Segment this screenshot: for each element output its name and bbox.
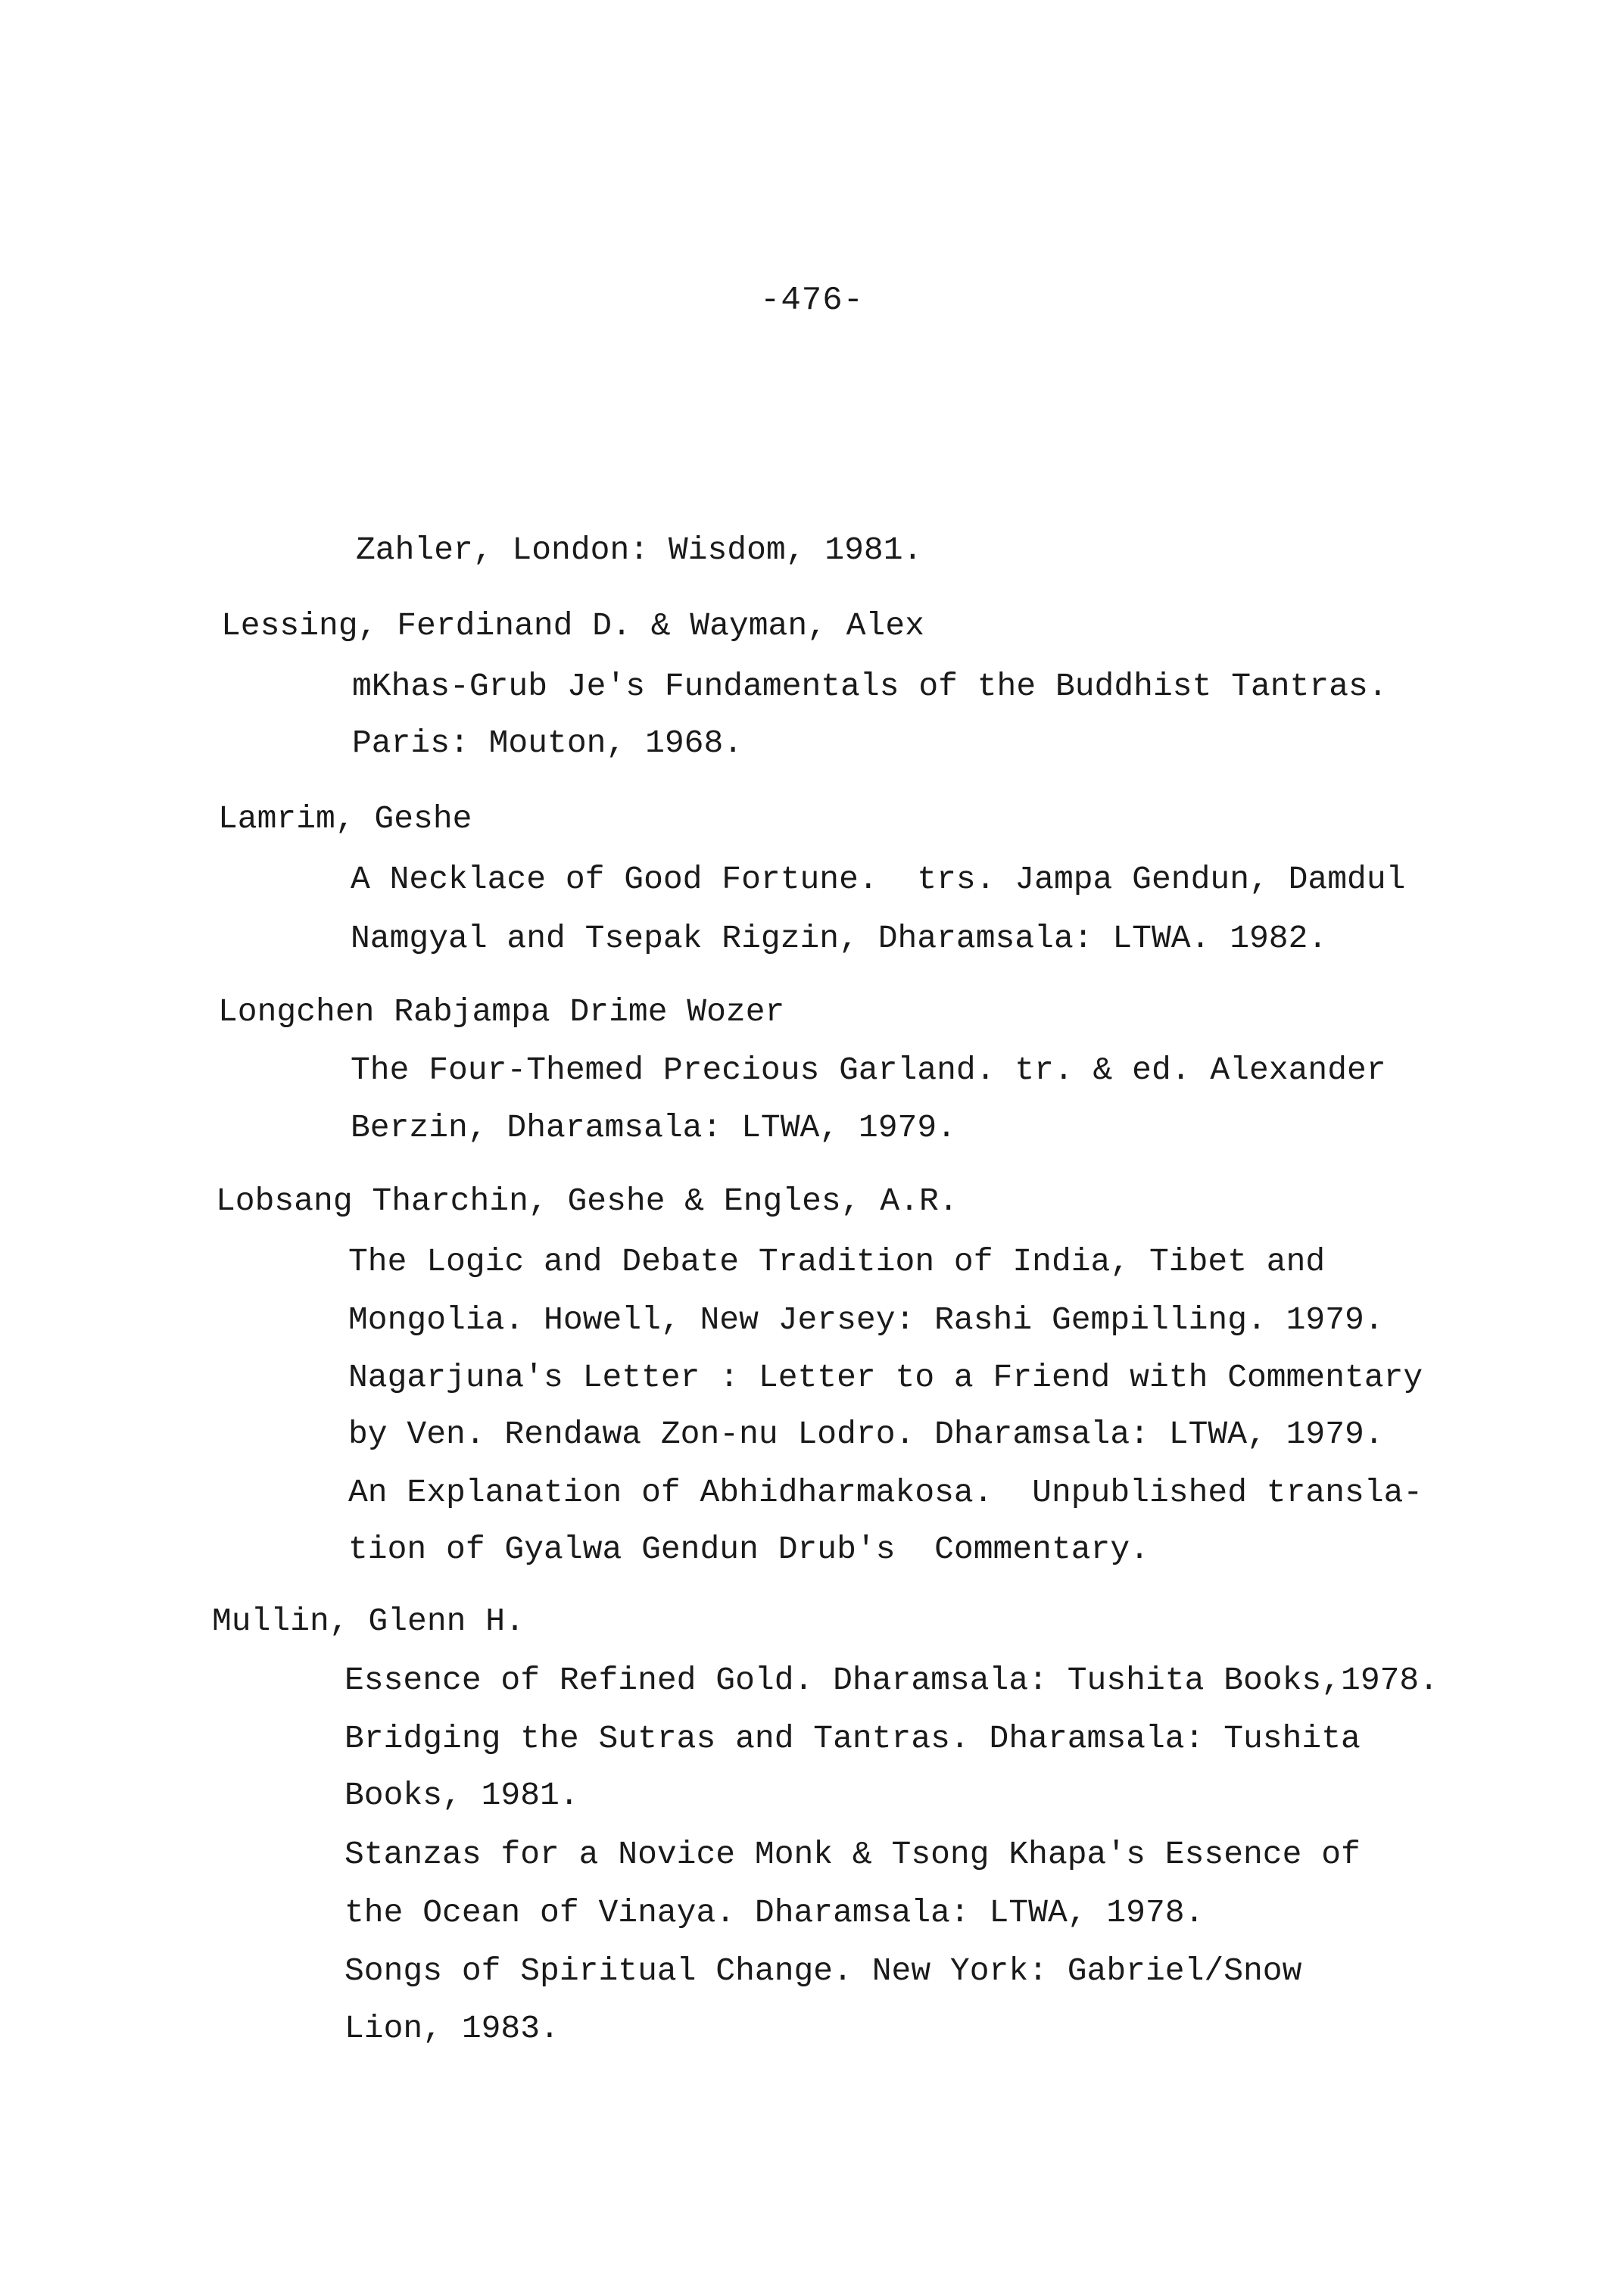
entry-line: Bridging the Sutras and Tantras. Dharamsala: Tushita (344, 1720, 1361, 1757)
entry-line: tion of Gyalwa Gendun Drub's Commentary. (348, 1531, 1149, 1568)
entry-author: Lessing, Ferdinand D. & Wayman, Alex (221, 607, 924, 644)
entry-line: the Ocean of Vinaya. Dharamsala: LTWA, 1978. (344, 1894, 1205, 1931)
entry-line: Nagarjuna's Letter : Letter to a Friend with Commentary (348, 1359, 1423, 1396)
entry-author: Mullin, Glenn H. (212, 1603, 525, 1640)
entry-line: by Ven. Rendawa Zon-nu Lodro. Dharamsala: LTWA, 1979. (348, 1416, 1384, 1453)
entry-line: The Logic and Debate Tradition of India, Tibet and (348, 1243, 1326, 1280)
entry-line: Namgyal and Tsepak Rigzin, Dharamsala: LTWA. 1982. (351, 920, 1328, 957)
entry-author: Longchen Rabjampa Drime Wozer (218, 993, 785, 1030)
entry-line: Books, 1981. (344, 1777, 579, 1814)
entry-line: A Necklace of Good Fortune. trs. Jampa Gendun, Damdul (351, 861, 1406, 898)
entry-line: The Four-Themed Precious Garland. tr. & ed. Alexander (351, 1051, 1386, 1089)
entry-line: mKhas-Grub Je's Fundamentals of the Buddhist Tantras. (352, 668, 1388, 705)
entry-author: Lobsang Tharchin, Geshe & Engles, A.R. (216, 1182, 959, 1220)
entry-line: Berzin, Dharamsala: LTWA, 1979. (351, 1109, 956, 1146)
entry-line: Songs of Spiritual Change. New York: Gabriel/Snow (344, 1952, 1302, 1989)
entry-line: Essence of Refined Gold. Dharamsala: Tushita Books,1978. (344, 1662, 1439, 1699)
entry-line: Zahler, London: Wisdom, 1981. (356, 531, 923, 569)
entry-line: Stanzas for a Novice Monk & Tsong Khapa's Essence of (344, 1836, 1361, 1873)
entry-line: Paris: Mouton, 1968. (352, 724, 743, 762)
entry-author: Lamrim, Geshe (218, 800, 472, 837)
page-number: -476- (759, 282, 865, 319)
entry-line: Lion, 1983. (344, 2010, 560, 2047)
entry-line: An Explanation of Abhidharmakosa. Unpublished transla- (348, 1474, 1423, 1511)
entry-line: Mongolia. Howell, New Jersey: Rashi Gempilling. 1979. (348, 1301, 1384, 1338)
